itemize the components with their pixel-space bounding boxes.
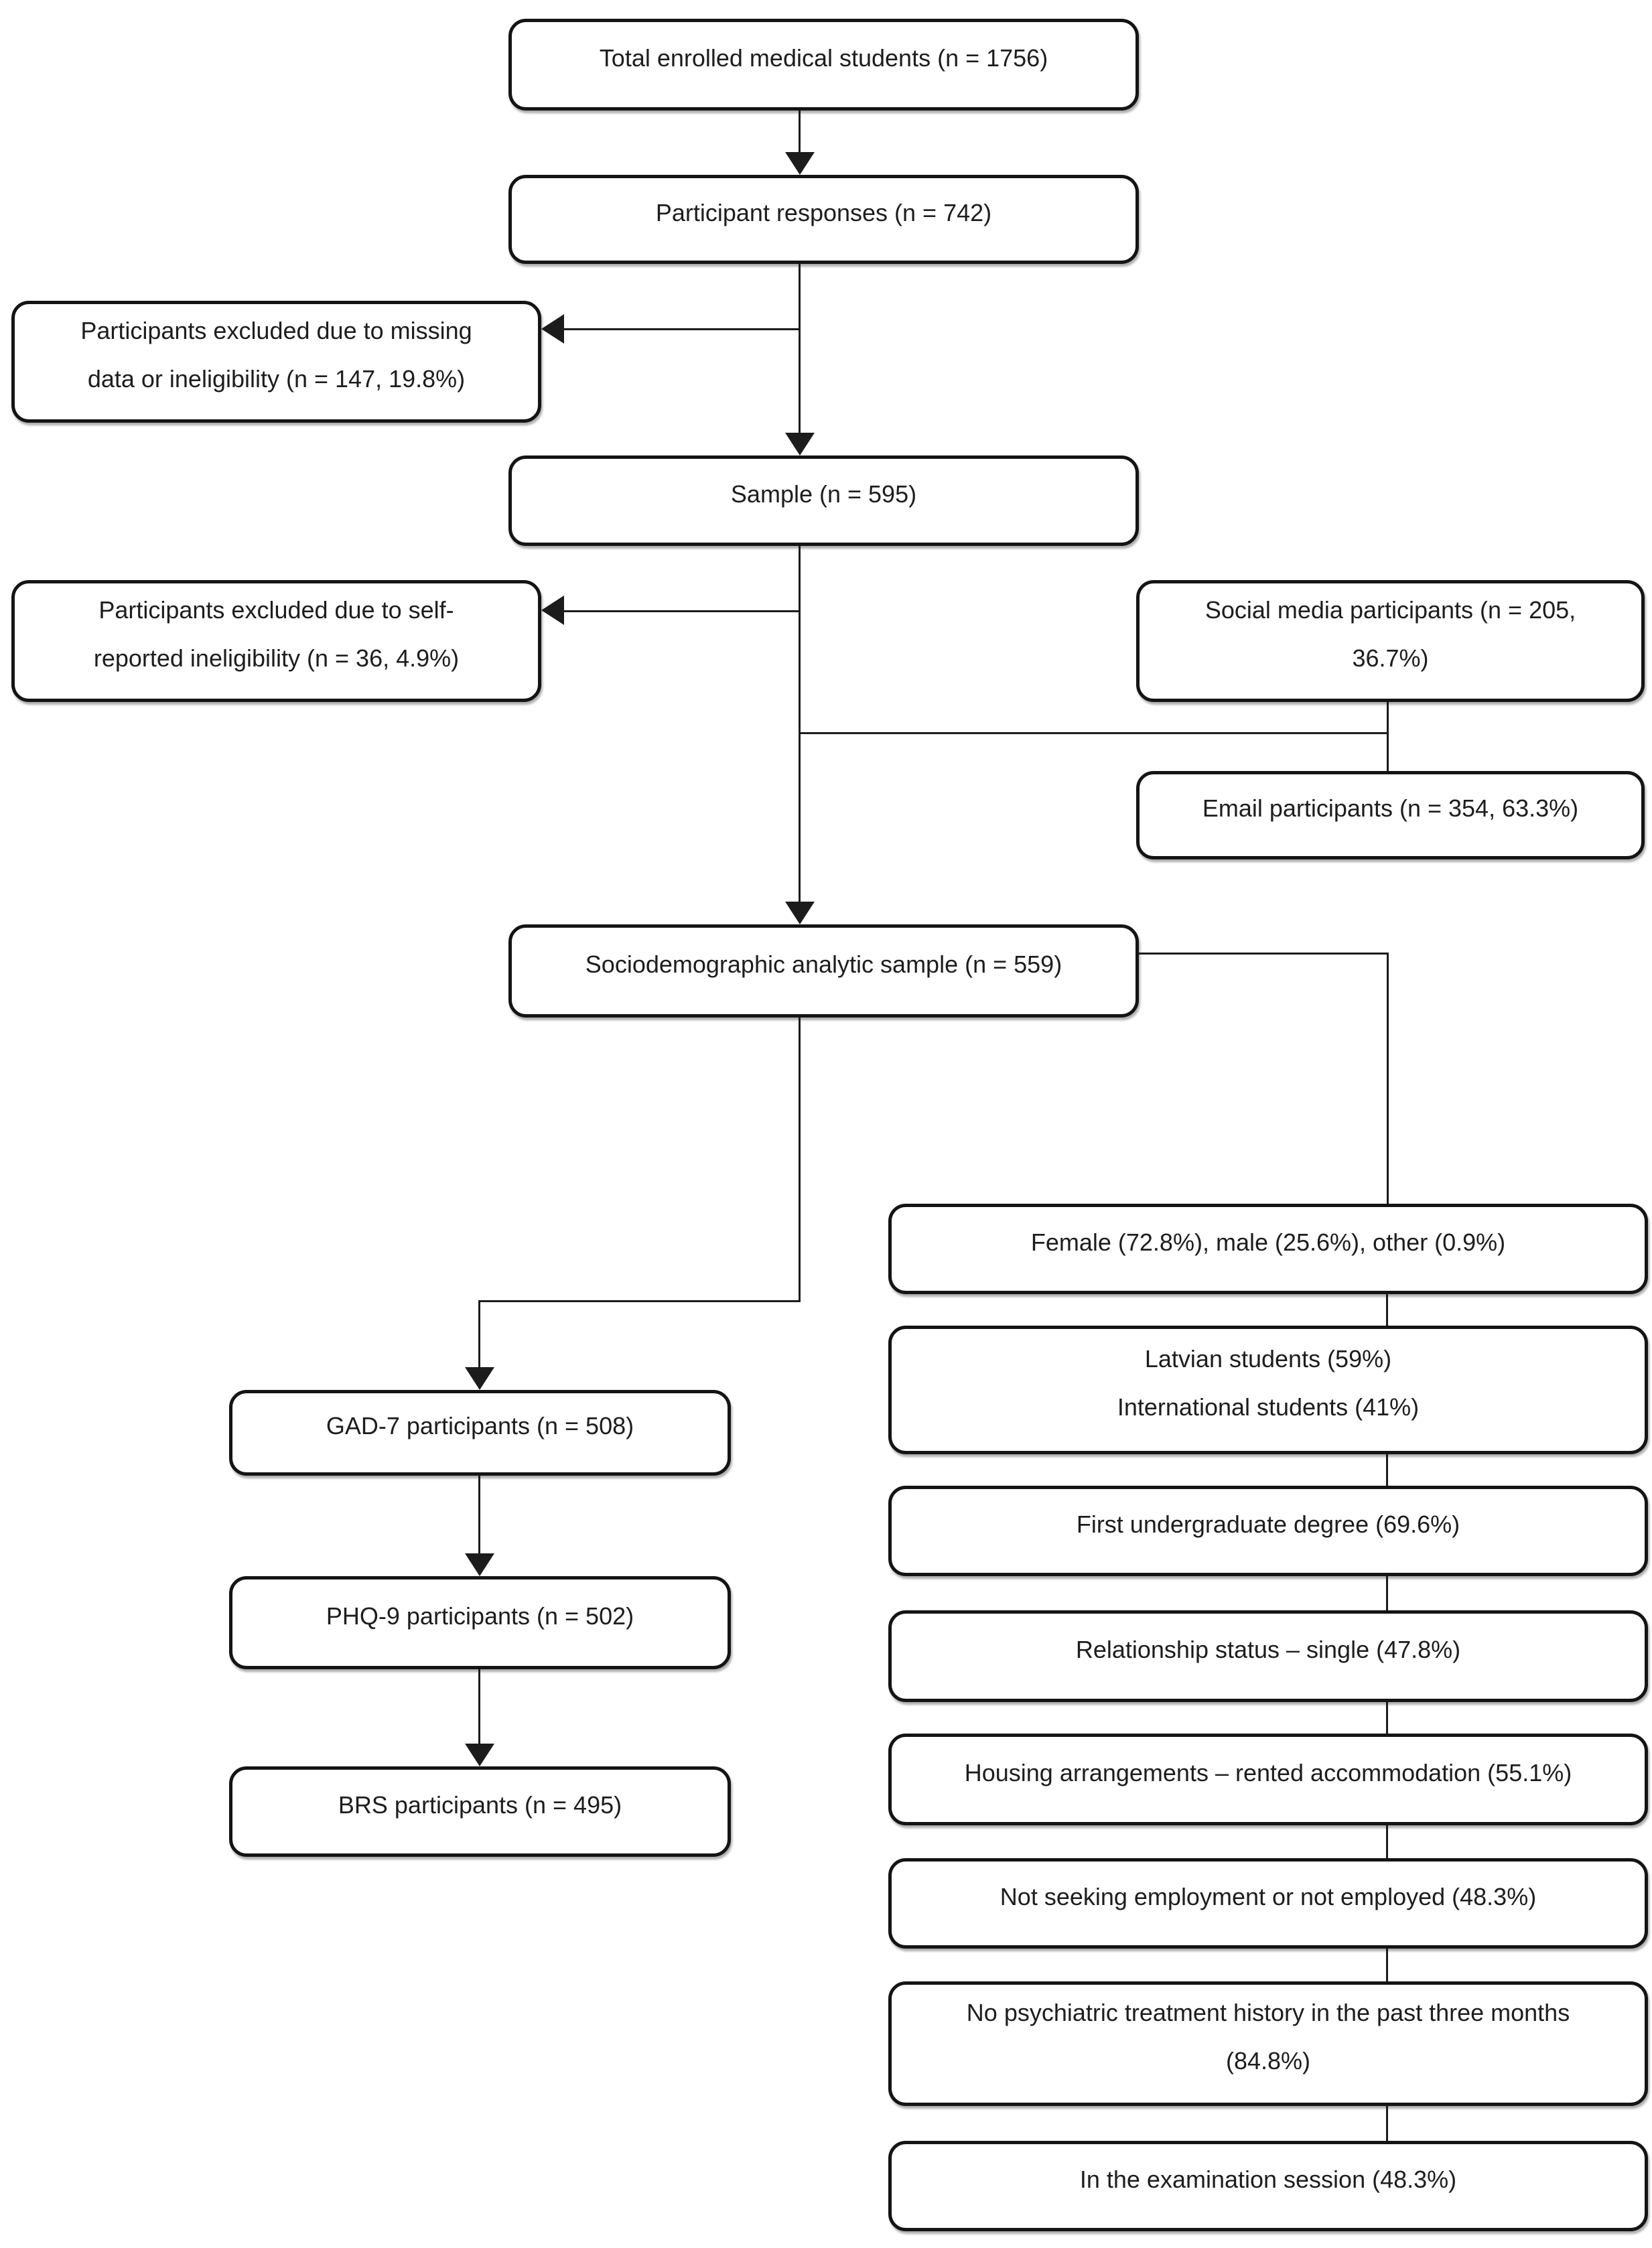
arrowhead-down-gad7 (465, 1367, 494, 1390)
node-label: Social media participants (n = 205, (1204, 596, 1576, 624)
arrowhead-down-responses (785, 152, 815, 175)
arrowhead-left-excluded-self (541, 595, 564, 625)
node-label: Housing arrangements – rented accommodation (55.1%) (964, 1758, 1572, 1786)
node-label: Participants excluded due to missing (80, 317, 472, 344)
node-label: Relationship status – single (47.8%) (1075, 1635, 1461, 1663)
node-first-degree (888, 1486, 1648, 1576)
node-label: (84.8%) (1225, 2047, 1311, 2075)
connector-down-to-gender (1387, 953, 1389, 1204)
node-psychiatric-history (888, 1981, 1648, 2106)
node-employment (888, 1858, 1648, 1949)
arrowhead-down-socio (785, 902, 815, 924)
node-examination-session (888, 2141, 1648, 2231)
connector-nationality-to-degree (1386, 1454, 1388, 1486)
node-label: Sample (n = 595) (730, 480, 917, 508)
node-label: Sociodemographic analytic sample (n = 559) (585, 950, 1062, 978)
arrowhead-down-brs (465, 1744, 494, 1766)
connector-psychiatric-to-exam (1386, 2106, 1388, 2141)
node-label: Female (72.8%), male (25.6%), other (0.9%) (1030, 1228, 1506, 1256)
node-label: data or ineligibility (n = 147, 19.8%) (87, 365, 466, 393)
connector-total-to-responses (799, 111, 801, 152)
node-excluded-missing-data (11, 301, 541, 423)
node-label: First undergraduate degree (69.6%) (1076, 1510, 1460, 1538)
node-total-enrolled (508, 19, 1139, 111)
arrowhead-down-phq9 (465, 1553, 494, 1576)
node-label: Participants excluded due to self- (98, 596, 454, 624)
connector-social-email (1387, 702, 1389, 771)
node-label: No psychiatric treatment history in the past three months (966, 1999, 1570, 2026)
connector-phq9-to-brs (478, 1669, 480, 1744)
connector-degree-to-relationship (1386, 1576, 1388, 1610)
node-label: reported ineligibility (n = 36, 4.9%) (93, 644, 460, 672)
node-social-media-participants (1136, 580, 1645, 702)
connector-left-branch (479, 1300, 801, 1302)
node-email-participants (1136, 771, 1645, 859)
node-label: PHQ-9 participants (n = 502) (326, 1602, 634, 1630)
node-brs-participants (229, 1766, 731, 1857)
connector-branch-recruitment (799, 732, 1389, 734)
connector-branch-excluded-self (564, 610, 800, 612)
node-label: BRS participants (n = 495) (338, 1790, 622, 1819)
connector-sample-to-socio (799, 546, 801, 902)
connector-gad7-to-phq9 (478, 1476, 480, 1553)
connector-housing-to-employment (1386, 1825, 1388, 1858)
node-excluded-self-reported (11, 580, 541, 702)
connector-relationship-to-housing (1386, 1702, 1388, 1734)
node-label: Not seeking employment or not employed (48.3%) (1000, 1882, 1537, 1910)
node-housing (888, 1734, 1648, 1825)
node-gad7-participants (229, 1390, 731, 1476)
node-label: GAD-7 participants (n = 508) (326, 1412, 634, 1439)
node-label: Email participants (n = 354, 63.3%) (1202, 794, 1579, 822)
node-participant-responses (508, 175, 1139, 264)
connector-branch-excluded-missing (564, 328, 800, 330)
connector-employment-to-psychiatric (1386, 1949, 1388, 1981)
arrowhead-left-excluded-missing (541, 314, 564, 344)
connector-socio-down (799, 1017, 801, 1302)
node-nationality (888, 1326, 1648, 1454)
node-gender (888, 1204, 1648, 1294)
node-label: International students (41%) (1117, 1393, 1420, 1421)
node-sociodemographic-sample (508, 924, 1139, 1017)
node-label: In the examination session (48.3%) (1079, 2165, 1457, 2193)
node-label: 36.7%) (1352, 644, 1429, 672)
node-label: Total enrolled medical students (n = 1756) (599, 44, 1048, 72)
connector-responses-to-sample (799, 264, 801, 433)
node-label: Participant responses (n = 742) (655, 198, 992, 226)
connector-down-to-gad7 (478, 1300, 480, 1367)
node-phq9-participants (229, 1576, 731, 1669)
connector-socio-to-right (1139, 953, 1389, 955)
node-sample (508, 455, 1139, 546)
arrowhead-down-sample (785, 433, 815, 455)
node-relationship-status (888, 1610, 1648, 1702)
node-label: Latvian students (59%) (1144, 1345, 1392, 1373)
connector-gender-to-nationality (1386, 1294, 1388, 1326)
